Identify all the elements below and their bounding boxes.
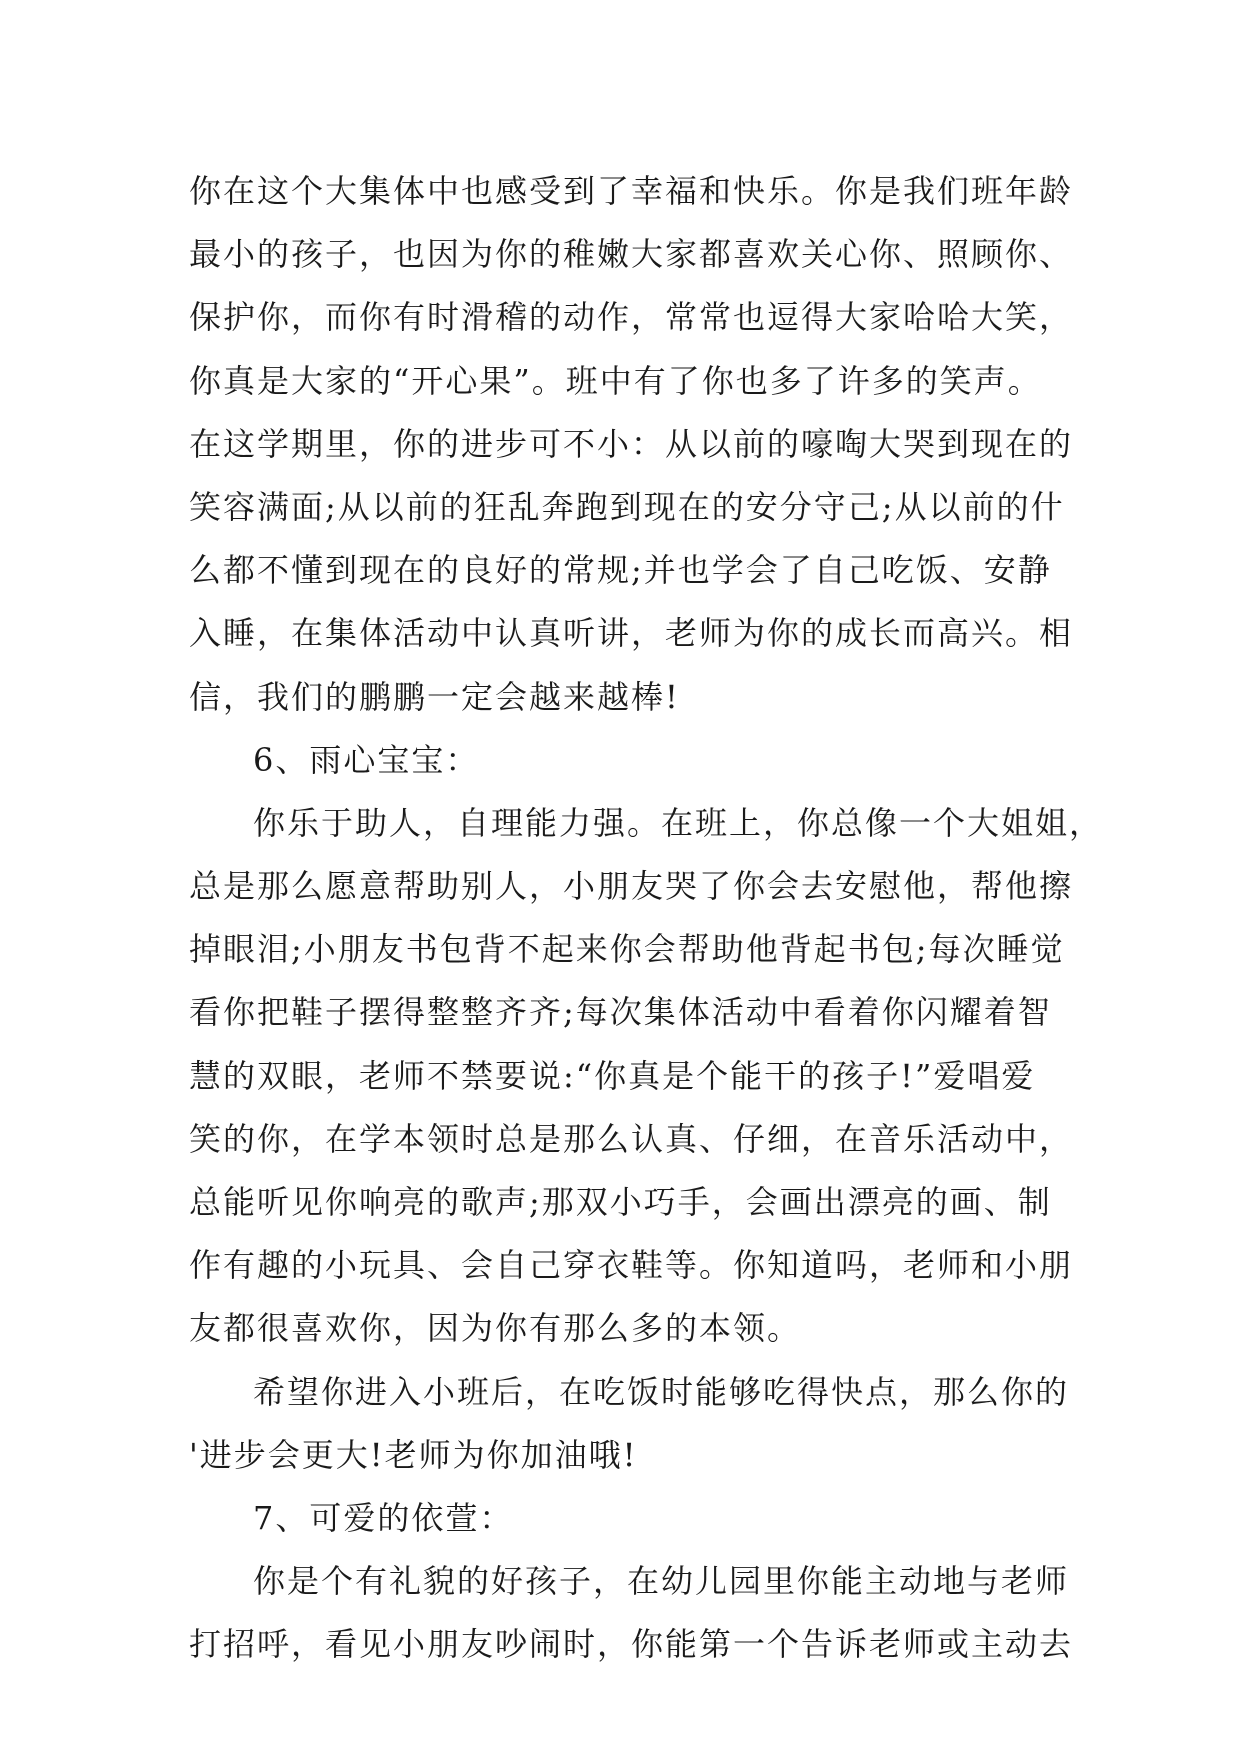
text-line: 在这学期里，你的进步可不小：从以前的嚎啕大哭到现在的 xyxy=(189,424,1074,463)
text-line: '进步会更大!老师为你加油哦! xyxy=(189,1435,638,1474)
text-line: 总是那么愿意帮助别人，小朋友哭了你会去安慰他，帮他擦 xyxy=(189,867,1074,906)
text-line: 你是个有礼貌的好孩子，在幼儿园里你能主动地与老师 xyxy=(253,1562,1070,1601)
text-line: 看你把鞋子摆得整整齐齐;每次集体活动中看着你闪耀着智 xyxy=(189,993,1052,1032)
text-line: 友都很喜欢你，因为你有那么多的本领。 xyxy=(189,1309,802,1348)
section-heading: 7、可爱的依萱： xyxy=(253,1498,514,1537)
text-line: 最小的孩子，也因为你的稚嫩大家都喜欢关心你、照顾你、 xyxy=(189,235,1074,274)
text-line: 你在这个大集体中也感受到了幸福和快乐。你是我们班年龄 xyxy=(189,172,1074,210)
text-line: 入睡，在集体活动中认真听讲，老师为你的成长而高兴。相 xyxy=(189,614,1074,653)
text-line: 么都不懂到现在的良好的常规;并也学会了自己吃饭、安静 xyxy=(189,551,1052,590)
text-line: 你真是大家的“开心果”。班中有了你也多了许多的笑声。 xyxy=(189,361,1042,400)
text-line: 你乐于助人，自理能力强。在班上，你总像一个大姐姐， xyxy=(253,803,1104,842)
text-line: 掉眼泪;小朋友书包背不起来你会帮助他背起书包;每次睡觉 xyxy=(189,930,1065,969)
text-line: 希望你进入小班后，在吃饭时能够吃得快点，那么你的 xyxy=(253,1372,1070,1411)
document-body xyxy=(189,160,1104,1677)
text-line: 总能听见你响亮的歌声;那双小巧手，会画出漂亮的画、制 xyxy=(189,1183,1052,1221)
text-line: 笑容满面;从以前的狂乱奔跑到现在的安分守己;从以前的什 xyxy=(189,487,1065,526)
text-line: 打招呼，看见小朋友吵闹时，你能第一个告诉老师或主动去 xyxy=(189,1625,1074,1664)
text-line: 慧的双眼，老师不禁要说:“你真是个能干的孩子!”爱唱爱 xyxy=(189,1056,1036,1095)
section-heading: 6、雨心宝宝： xyxy=(253,740,480,779)
text-line: 作有趣的小玩具、会自己穿衣鞋等。你知道吗，老师和小朋 xyxy=(189,1246,1074,1285)
text-line: 保护你，而你有时滑稽的动作，常常也逗得大家哈哈大笑， xyxy=(189,298,1074,337)
text-line: 笑的你，在学本领时总是那么认真、仔细，在音乐活动中， xyxy=(189,1119,1074,1158)
text-line: 信，我们的鹏鹏一定会越来越棒! xyxy=(189,677,680,716)
